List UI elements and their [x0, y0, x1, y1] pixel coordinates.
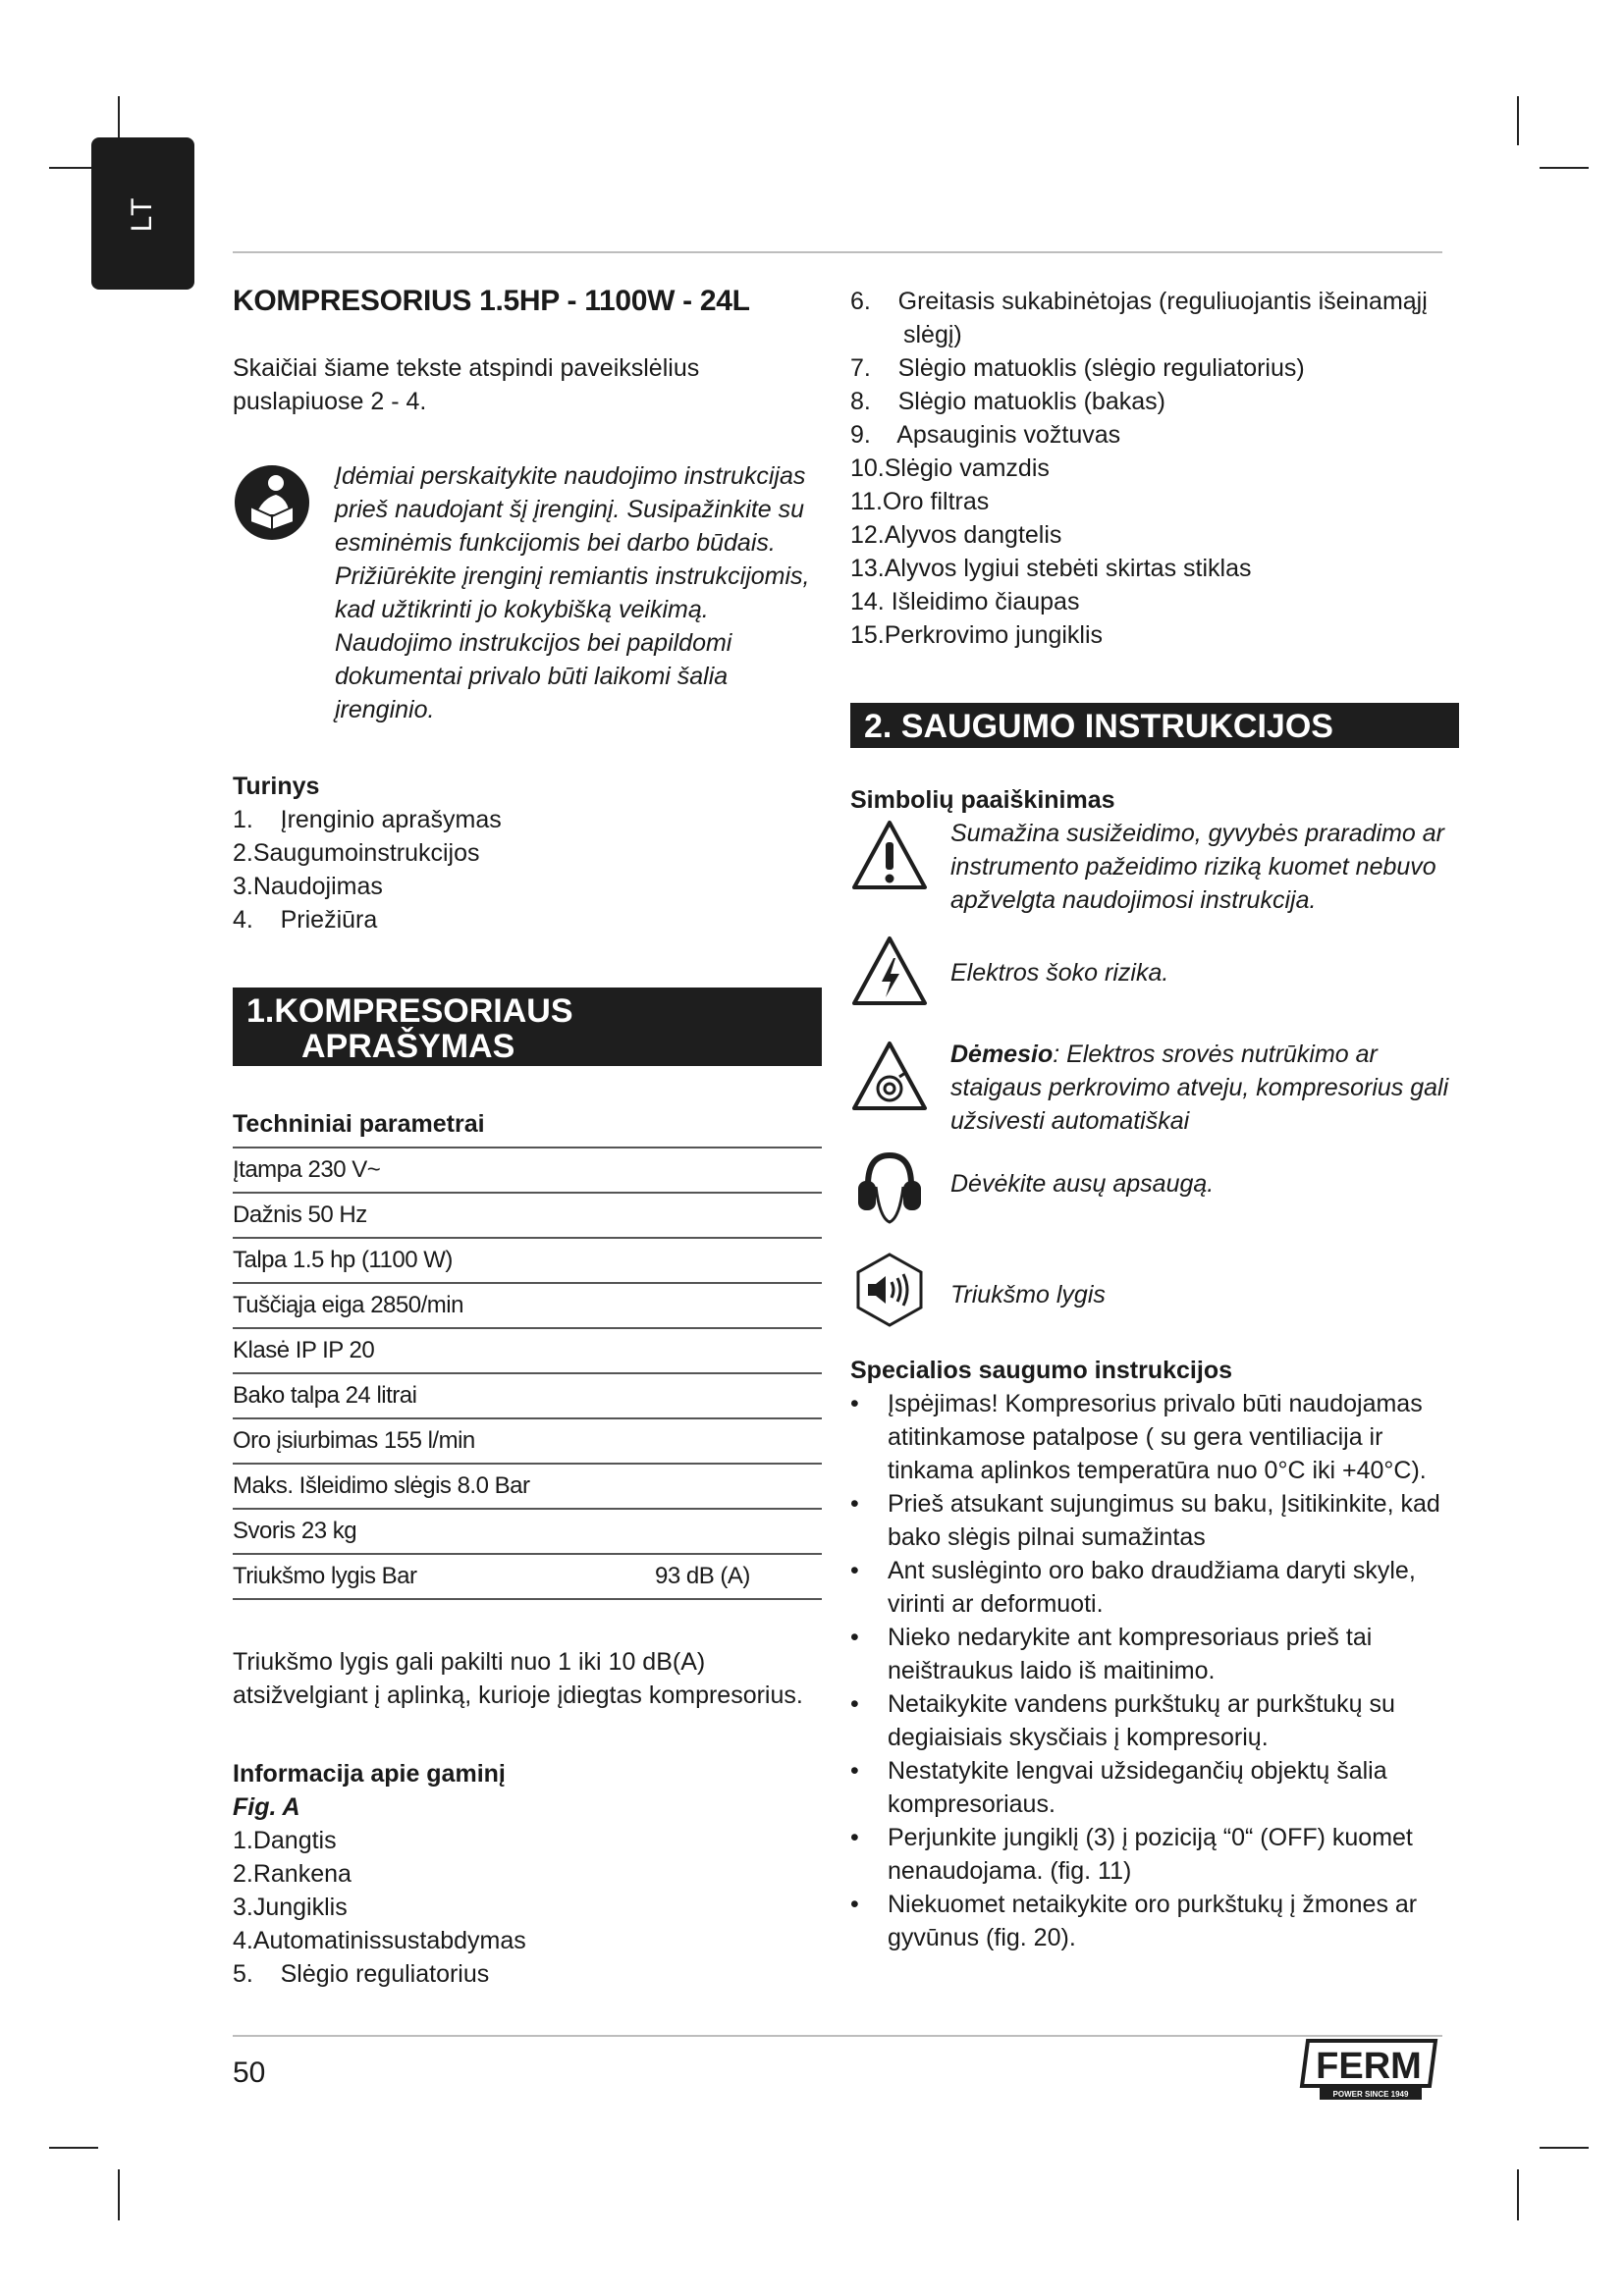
attention-text: [950, 1038, 1459, 1138]
spec-label: Tuščiąja eiga 2850/min: [233, 1283, 655, 1328]
table-row: [233, 1464, 822, 1509]
symbol-row-attention: [850, 1038, 1459, 1138]
list-item: 10.Slėgio vamzdis: [850, 454, 1050, 482]
list-item: • Niekuomet netaikykite oro purkštukų į žmones ar gyvūnus (fig. 20).: [850, 1888, 1459, 1954]
product-info-heading: Informacija apie gaminį: [233, 1760, 506, 1788]
list-item: 13.Alyvos lygiui stebėti skirtas stiklas: [850, 555, 1252, 582]
special-instructions-list: [850, 1387, 1459, 1954]
spec-value: [655, 1148, 822, 1193]
noise-level-text: Triukšmo lygis: [950, 1281, 1106, 1308]
read-manual-notice: [233, 459, 822, 726]
auto-start-icon: [850, 1038, 929, 1121]
list-item: 11.Oro filtras: [850, 488, 990, 515]
crop-mark: [118, 2169, 120, 2220]
list-item: • Įspėjimas! Kompresorius privalo būti naudojamas atitinkamose patalpose ( su gera ventiliacija ir tinkama aplinkos temperatūra nuo 0°C iki +40°C).: [850, 1387, 1459, 1487]
table-row: [233, 1509, 822, 1554]
section-1-title-line2: APRAŠYMAS: [301, 1028, 515, 1065]
table-row: [233, 1193, 822, 1238]
symbol-row-ear: [850, 1149, 1459, 1233]
logo-tagline: POWER SINCE 1949: [1332, 2090, 1409, 2099]
section-1-banner: [233, 988, 822, 1066]
spec-label: Talpa 1.5 hp (1100 W): [233, 1238, 655, 1283]
footer-rule: [233, 2035, 1442, 2037]
list-item: • Ant suslėginto oro bako draudžiama daryti skyle, virinti ar deformuoti.: [850, 1554, 1459, 1621]
attention-label: Dėmesio: [950, 1041, 1054, 1068]
contents-item: 4. Priežiūra: [233, 906, 378, 934]
figure-reference: Fig. A: [233, 1793, 300, 1821]
ferm-logo: [1298, 2037, 1443, 2102]
table-row: [233, 1554, 822, 1599]
list-item: 5. Slėgio reguliatorius: [233, 1960, 490, 1988]
electric-shock-icon: [850, 933, 929, 1016]
table-row: [233, 1373, 822, 1418]
symbol-row-electric: [850, 933, 1459, 1016]
table-row: [233, 1418, 822, 1464]
list-item: 8. Slėgio matuoklis (bakas): [850, 388, 1165, 415]
list-item: • Prieš atsukant sujungimus su baku, Įsitikinkite, kad bako slėgis pilnai sumažintas: [850, 1487, 1459, 1554]
crop-mark: [1517, 2169, 1519, 2220]
list-item-text: 6. Greitasis sukabinėtojas (reguliuojantis išeinamąjį slėgį): [850, 288, 1435, 348]
list-item: • Perjunkite jungiklį (3) į poziciją “0“ (OFF) kuomet nenaudojama. (fig. 11): [850, 1821, 1459, 1888]
contents-item: 1. Įrenginio aprašymas: [233, 806, 502, 833]
logo-brand: FERM: [1316, 2046, 1422, 2087]
section-2-banner: [850, 703, 1459, 748]
spec-value: [655, 1464, 822, 1509]
spec-value: [655, 1328, 822, 1373]
section-2-title: 2. SAUGUMO INSTRUKCIJOS: [864, 708, 1333, 745]
symbols-heading: Simbolių paaiškinimas: [850, 786, 1115, 814]
parts-list-continued: [850, 285, 1459, 652]
table-row: [233, 1148, 822, 1193]
tech-specs-table: [233, 1147, 822, 1600]
warning-icon: [850, 817, 929, 900]
contents-item: 2.Saugumoinstrukcijos: [233, 839, 480, 867]
list-item: • Netaikykite vandens purkštukų ar purkštukų su degiaisiais skysčiais į kompresorių.: [850, 1687, 1459, 1754]
table-row: [233, 1328, 822, 1373]
language-tab: [91, 137, 194, 290]
spec-value: [655, 1238, 822, 1283]
right-column: [850, 285, 1459, 1954]
electric-shock-text: Elektros šoko rizika.: [950, 959, 1169, 987]
spec-label: Įtampa 230 V~: [233, 1148, 655, 1193]
parts-list: [233, 1824, 822, 1991]
list-item: 9. Apsauginis vožtuvas: [850, 421, 1121, 449]
crop-mark: [1517, 96, 1519, 145]
header-rule: [233, 251, 1442, 253]
tech-specs-heading: Techniniai parametrai: [233, 1110, 485, 1138]
list-item: 4.Automatinissustabdymas: [233, 1927, 526, 1954]
table-row: [233, 1283, 822, 1328]
list-item: 14. Išleidimo čiaupas: [850, 588, 1080, 615]
spec-label: Dažnis 50 Hz: [233, 1193, 655, 1238]
special-instructions-heading: Specialios saugumo instrukcijos: [850, 1357, 1233, 1384]
crop-mark: [1540, 2147, 1589, 2149]
contents-list: [233, 803, 822, 936]
contents-item: 3.Naudojimas: [233, 873, 383, 900]
spec-value: [655, 1283, 822, 1328]
list-item: 12.Alyvos dangtelis: [850, 521, 1062, 549]
spec-label: Svoris 23 kg: [233, 1509, 655, 1554]
noise-note: Triukšmo lygis gali pakilti nuo 1 iki 10 dB(A) atsižvelgiant į aplinką, kurioje įdiegtas kompresorius.: [233, 1648, 803, 1709]
document-title: KOMPRESORIUS 1.5HP - 1100W - 24L: [233, 285, 750, 317]
contents-heading: Turinys: [233, 773, 320, 800]
spec-value: [655, 1373, 822, 1418]
list-item: 7. Slėgio matuoklis (slėgio reguliatorius): [850, 354, 1305, 382]
spec-label: Oro įsiurbimas 155 l/min: [233, 1418, 655, 1464]
read-manual-icon: [233, 459, 311, 726]
read-manual-text: Įdėmiai perskaitykite naudojimo instrukcijas prieš naudojant šį įrenginį. Susipažinkite su esminėmis funkcijomis bei darbo būdais. Prižiūrėkite įrenginį remiantis instrukcijomis, kad užtikrinti jo kokybišką veikimą. Naudojimo instrukcijos bei papildomi dokumentai privalo būti laikomi šalia įrenginio.: [335, 462, 810, 723]
section-1-title-line1: 1.KOMPRESORIAUS: [246, 992, 573, 1030]
table-row: [233, 1238, 822, 1283]
ear-protection-icon: [850, 1149, 929, 1233]
intro-text: Skaičiai šiame tekste atspindi paveikslėlius puslapiuose 2 - 4.: [233, 354, 700, 415]
list-item: • Nestatykite lengvai užsidegančių objektų šalia kompresoriaus.: [850, 1754, 1459, 1821]
warning-text: Sumažina susižeidimo, gyvybės praradimo ar instrumento pažeidimo riziką kuomet nebuvo apžvelgta naudojimosi instrukcija.: [950, 820, 1444, 914]
list-item: 1.Dangtis: [233, 1827, 337, 1854]
ear-protection-text: Dėvėkite ausų apsaugą.: [950, 1170, 1215, 1198]
spec-label: Maks. Išleidimo slėgis 8.0 Bar: [233, 1464, 655, 1509]
page-number: 50: [233, 2056, 266, 2089]
spec-value: [655, 1418, 822, 1464]
symbol-row-warning: [850, 817, 1459, 917]
spec-value: 93 dB (A): [655, 1554, 822, 1599]
spec-label: Bako talpa 24 litrai: [233, 1373, 655, 1418]
list-item: 3.Jungiklis: [233, 1894, 348, 1921]
noise-level-icon: [850, 1251, 929, 1334]
crop-mark: [1540, 167, 1589, 169]
spec-value: [655, 1193, 822, 1238]
spec-value: [655, 1509, 822, 1554]
spec-label: Klasė IP IP 20: [233, 1328, 655, 1373]
crop-mark: [49, 2147, 98, 2149]
attention-body: : Elektros srovės nutrūkimo ar staigaus perkrovimo atveju, kompresorius gali užsivesti automatiškai: [950, 1041, 1449, 1135]
list-item: 2.Rankena: [233, 1860, 352, 1888]
list-item: [850, 285, 1459, 351]
spec-label: Triukšmo lygis Bar: [233, 1554, 655, 1599]
symbol-row-noise: [850, 1251, 1459, 1334]
left-column: [233, 285, 822, 1991]
list-item: • Nieko nedarykite ant kompresoriaus prieš tai neištraukus laido iš maitinimo.: [850, 1621, 1459, 1687]
list-item: 15.Perkrovimo jungiklis: [850, 621, 1104, 649]
language-tab-label: LT: [126, 195, 158, 233]
